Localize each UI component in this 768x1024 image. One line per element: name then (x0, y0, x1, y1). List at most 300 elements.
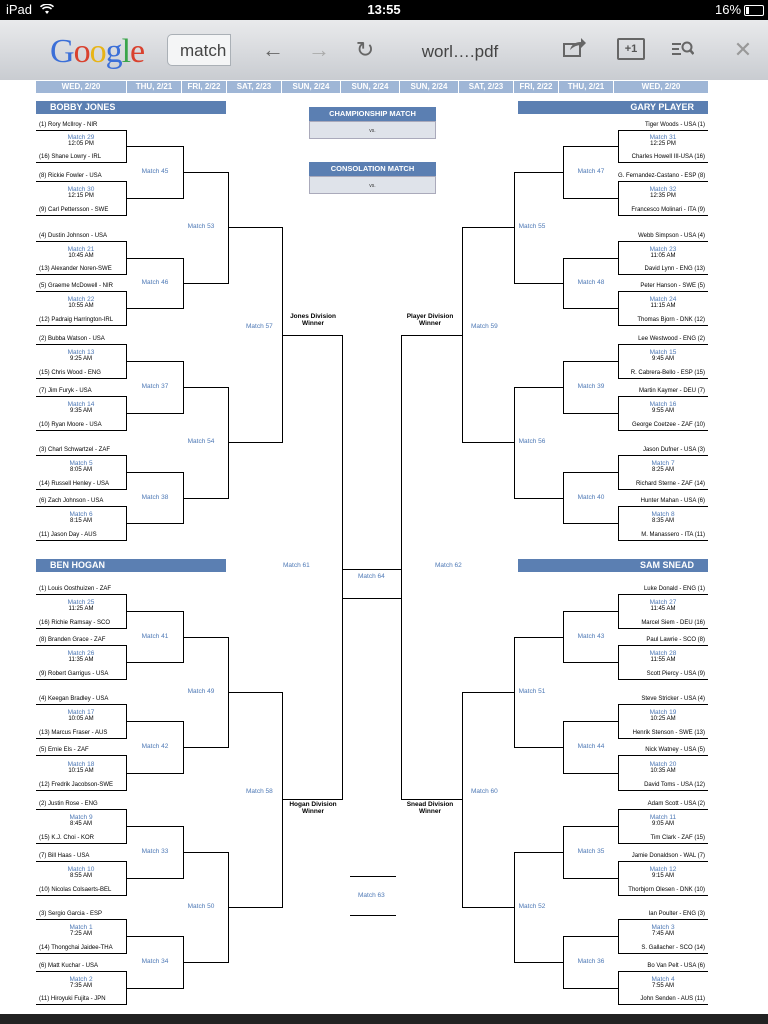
player-name: Steve Stricker - USA (4) (641, 696, 705, 702)
match-time: 9:25 AM (69, 356, 92, 362)
player-name: (5) Graeme McDowell - NIR (39, 283, 114, 289)
bracket-line (563, 936, 564, 989)
player-line (36, 809, 126, 810)
match-number: Match 14 (67, 401, 95, 408)
match-number: Match 24 (649, 296, 677, 303)
player-line (618, 704, 708, 705)
match-number: Match 22 (67, 296, 95, 303)
player-name: Thomas Bjorn - DNK (12) (637, 317, 705, 323)
bracket-line (563, 472, 618, 473)
player-name: Charles Howell III-USA (16) (631, 154, 705, 160)
date-cell: FRI, 2/22 (182, 81, 226, 93)
bracket-line (514, 852, 563, 853)
player-name: Ian Poulter - ENG (3) (648, 911, 705, 917)
date-cell: FRI, 2/22 (514, 81, 558, 93)
bracket-line (563, 308, 618, 309)
bracket-line (228, 692, 282, 693)
match-number: Match 36 (577, 957, 605, 965)
bracket-line (462, 907, 514, 908)
player-name: (4) Keegan Bradley - USA (39, 696, 109, 702)
snead-winner-label: Snead Division Winner (406, 801, 454, 815)
final-line (342, 569, 401, 570)
player-line (618, 919, 708, 920)
match-number: Match 19 (649, 709, 677, 716)
player-name: (8) Rickie Fowler - USA (39, 173, 102, 179)
player-winner-label: Player Division Winner (406, 313, 454, 327)
match-number: Match 43 (577, 632, 605, 640)
player-line (36, 895, 126, 896)
match-number: Match 25 (67, 599, 95, 606)
back-arrow-icon[interactable]: ← (262, 37, 284, 62)
player-line (36, 162, 126, 163)
match-number: Match 55 (518, 223, 546, 231)
match-time: 8:45 AM (69, 821, 92, 827)
player-line (36, 919, 126, 920)
clock: 13:55 (367, 2, 401, 17)
player-line (618, 679, 708, 680)
player-line (36, 843, 126, 844)
player-name: R. Cabrera-Bello - ESP (15) (630, 370, 705, 376)
match-time: 9:45 AM (651, 356, 674, 362)
match-60-label: Match 60 (471, 788, 498, 795)
match-time: 8:55 AM (69, 873, 92, 879)
bracket-line (228, 907, 282, 908)
bracket-line (183, 387, 228, 388)
match-time: 11:45 AM (650, 606, 676, 612)
match-number: Match 5 (69, 460, 93, 467)
player-name: Paul Lawrie - SCO (8) (646, 637, 705, 643)
match-time: 8:05 AM (69, 467, 92, 473)
bracket-line (563, 146, 618, 147)
player-line (618, 181, 708, 182)
match-63-label: Match 63 (358, 892, 385, 899)
match-time: 8:25 AM (651, 467, 674, 473)
forward-arrow-icon[interactable]: → (308, 37, 330, 62)
player-line (618, 843, 708, 844)
bracket-line (563, 146, 564, 199)
player-name: (13) Marcus Fraser - AUS (39, 730, 108, 736)
player-line (36, 755, 126, 756)
bracket-line (462, 442, 514, 443)
player-line (618, 274, 708, 275)
player-line (618, 489, 708, 490)
player-line (618, 971, 708, 972)
player-name: (12) Fredrik Jacobson-SWE (39, 782, 114, 788)
match-number: Match 38 (141, 493, 169, 501)
google-logo[interactable]: Google (50, 33, 145, 70)
match-time: 11:55 AM (650, 657, 676, 663)
match-time: 7:55 AM (651, 982, 674, 989)
player-name: (2) Bubba Watson - USA (39, 336, 105, 342)
player-line (36, 704, 126, 705)
match-time: 9:55 AM (651, 408, 674, 414)
match-number: Match 39 (577, 383, 605, 390)
match-time: 8:35 AM (651, 518, 674, 524)
region-header-tr: GARY PLAYER (518, 101, 708, 114)
match-time: 9:05 AM (651, 821, 674, 827)
player-name: (11) Hiroyuki Fujita - JPN (39, 996, 106, 1002)
bracket-line (563, 721, 564, 774)
consolation-box (309, 162, 436, 194)
player-name: Luke Donald - ENG (1) (643, 586, 705, 592)
match-time: 9:15 AM (651, 873, 674, 879)
player-line (36, 130, 126, 131)
bracket-line (183, 498, 228, 499)
search-input[interactable]: match (167, 34, 231, 66)
player-line (618, 162, 708, 163)
player-name: John Senden - AUS (11) (640, 996, 705, 1002)
match-number: Match 45 (141, 168, 169, 175)
player-line (36, 506, 126, 507)
bracket-line (126, 308, 183, 309)
player-name: (11) Jason Day - AUS (39, 532, 97, 538)
bracket-line (563, 826, 564, 879)
player-line (618, 755, 708, 756)
player-line (36, 325, 126, 326)
bracket-line (126, 472, 183, 473)
match-number: Match 28 (649, 650, 677, 657)
player-name: (16) Shane Lowry - IRL (39, 154, 102, 160)
match-number: Match 40 (577, 493, 605, 501)
player-name: Thorbjorn Olesen - DNK (10) (628, 887, 705, 893)
date-cell: THU, 2/21 (559, 81, 613, 93)
player-line (618, 790, 708, 791)
bracket-line (563, 662, 618, 663)
player-name: Adam Scott - USA (2) (647, 801, 705, 807)
bracket-line (183, 852, 228, 853)
player-name: Lee Westwood - ENG (2) (638, 336, 705, 342)
player-name: (12) Padraig Harrington-IRL (39, 317, 114, 323)
date-cell: SAT, 2/23 (227, 81, 281, 93)
match-time: 10:25 AM (650, 716, 676, 722)
semifinal-connector (401, 335, 402, 800)
player-name: Jason Dufner - USA (3) (642, 447, 705, 453)
player-name: (3) Charl Schwartzel - ZAF (39, 447, 111, 453)
player-line (36, 396, 126, 397)
match-number: Match 26 (67, 650, 95, 657)
player-name: (13) Alexander Noren-SWE (39, 266, 112, 272)
player-name: (6) Zach Johnson - USA (39, 498, 104, 504)
document-title: worl….pdf (421, 42, 499, 61)
player-name: G. Fernandez-Castano - ESP (8) (618, 173, 706, 179)
bracket-line (126, 936, 183, 937)
date-cell: SUN, 2/24 (282, 81, 340, 93)
match-number: Match 15 (649, 349, 677, 356)
bracket-line (183, 747, 228, 748)
player-name: Henrik Stenson - SWE (13) (632, 730, 705, 736)
player-name: Nick Watney - USA (5) (645, 747, 705, 753)
player-line (618, 325, 708, 326)
match-number: Match 23 (649, 245, 677, 253)
match-number: Match 10 (67, 866, 95, 873)
jones-winner-label: Jones Division Winner (290, 313, 336, 327)
match-number: Match 33 (141, 848, 169, 855)
match-time: 10:05 AM (68, 716, 94, 722)
bracket-line (514, 283, 563, 284)
player-line (36, 540, 126, 541)
player-name: (16) Richie Ramsay - SCO (39, 620, 111, 626)
division-winner-line (401, 799, 462, 800)
match-time: 7:35 AM (69, 982, 92, 989)
match-time: 10:35 AM (650, 767, 676, 774)
match-number: Match 47 (577, 168, 605, 175)
player-line (618, 861, 708, 862)
match-number: Match 4 (651, 975, 675, 983)
player-line (618, 215, 708, 216)
match-number: Match 42 (141, 742, 169, 750)
match-number: Match 3 (651, 924, 675, 931)
match-time: 7:45 AM (651, 931, 674, 937)
bracket-line (462, 227, 463, 443)
find-in-page-icon[interactable] (668, 36, 698, 64)
match-number: Match 18 (67, 760, 95, 768)
player-name: Martin Kaymer - DEU (7) (638, 388, 705, 394)
match-number: Match 32 (649, 186, 677, 193)
bracket-line (126, 258, 183, 259)
match-time: 11:05 AM (650, 252, 676, 259)
player-name: (7) Bill Haas - USA (39, 853, 90, 859)
bracket-line (514, 498, 563, 499)
bracket-line (126, 721, 183, 722)
player-name: Jamie Donaldson - WAL (7) (631, 853, 705, 859)
player-line (618, 628, 708, 629)
player-name: (10) Ryan Moore - USA (39, 422, 102, 428)
bracket-line (563, 611, 564, 663)
battery-percent: 16% (715, 2, 742, 17)
player-name: Tiger Woods - USA (1) (644, 122, 705, 128)
reload-icon[interactable]: ↻ (355, 37, 375, 62)
player-name: (15) Chris Wood - ENG (39, 370, 101, 376)
bracket-line (126, 773, 183, 774)
bracket-line (563, 198, 618, 199)
region-header-tl: BOBBY JONES (36, 101, 226, 114)
player-name: (15) K.J. Choi - KOR (39, 835, 95, 841)
player-name: Francesco Molinari - ITA (9) (631, 207, 705, 213)
match-time: 11:15 AM (650, 303, 676, 309)
player-line (618, 241, 708, 242)
bracket-line (183, 172, 228, 173)
player-line (36, 430, 126, 431)
player-line (36, 645, 126, 646)
player-name: (3) Sergio Garcia - ESP (39, 911, 103, 917)
player-name: (9) Robert Garrigus - USA (39, 671, 109, 677)
player-line (36, 274, 126, 275)
bracket-line (563, 361, 564, 414)
player-line (36, 241, 126, 242)
match-number: Match 46 (141, 278, 169, 286)
date-cell: SUN, 2/24 (341, 81, 399, 93)
player-name: (5) Ernie Els - ZAF (39, 747, 89, 753)
player-name: (7) Jim Furyk - USA (39, 388, 92, 394)
player-name: Webb Simpson - USA (4) (638, 233, 705, 239)
player-line (36, 971, 126, 972)
player-line (618, 130, 708, 131)
match-number: Match 1 (69, 924, 93, 931)
match-number: Match 51 (518, 687, 546, 695)
bracket-line (563, 611, 618, 612)
player-line (618, 594, 708, 595)
match-time: 10:15 AM (68, 767, 94, 774)
bracket-line (563, 826, 618, 827)
bracket-line (126, 826, 183, 827)
bracket-line (228, 442, 282, 443)
bracket-line (563, 258, 618, 259)
bracket-line (462, 692, 514, 693)
match-number: Match 6 (69, 511, 93, 518)
player-name: (14) Thongchai Jaidee-THA (39, 945, 113, 951)
match-number: Match 53 (187, 223, 215, 231)
bracket-line (126, 146, 183, 147)
player-line (36, 679, 126, 680)
player-line (618, 953, 708, 954)
region-header-bl: BEN HOGAN (36, 559, 226, 572)
player-line (36, 291, 126, 292)
player-line (36, 344, 126, 345)
player-line (36, 861, 126, 862)
match-number: Match 34 (141, 957, 169, 965)
match-number: Match 11 (649, 814, 677, 821)
bracket-line (514, 962, 563, 963)
player-name: (9) Carl Pettersson - SWE (39, 207, 109, 213)
player-name: Tim Clark - ZAF (15) (650, 835, 705, 841)
region-header-br: SAM SNEAD (518, 559, 708, 572)
division-winner-line (282, 335, 343, 336)
bracket-line (126, 611, 183, 612)
match-number: Match 17 (67, 709, 95, 716)
player-line (618, 738, 708, 739)
player-line (618, 430, 708, 431)
match-number: Match 16 (649, 401, 677, 408)
player-line (36, 738, 126, 739)
share-icon[interactable] (560, 36, 590, 64)
match-number: Match 54 (187, 438, 215, 446)
status-bar (0, 0, 768, 20)
player-line (618, 396, 708, 397)
bracket-line (462, 227, 514, 228)
match-time: 12:15 PM (68, 193, 94, 199)
player-line (36, 181, 126, 182)
match-number: Match 35 (577, 848, 605, 855)
match-time: 8:15 AM (69, 518, 92, 524)
match-64-label: Match 64 (358, 573, 385, 580)
championship-box (309, 107, 436, 139)
match-number: Match 13 (67, 349, 95, 356)
championship-vs: vs. (309, 121, 436, 139)
close-icon[interactable]: ✕ (733, 37, 753, 62)
bracket-line (563, 773, 618, 774)
bracket-line (563, 721, 618, 722)
bracket-line (126, 878, 183, 879)
championship-title: CHAMPIONSHIP MATCH (309, 107, 436, 121)
match-number: Match 9 (69, 814, 93, 821)
bracket-line (126, 198, 183, 199)
date-cell: SAT, 2/23 (459, 81, 513, 93)
date-cell: WED, 2/20 (36, 81, 126, 93)
match-number: Match 21 (67, 245, 95, 253)
player-name: David Toms - USA (12) (644, 782, 705, 788)
match-number: Match 37 (141, 383, 169, 390)
player-name: M. Manassero - ITA (11) (641, 532, 705, 538)
player-name: (8) Branden Grace - ZAF (39, 637, 106, 643)
match-number: Match 30 (67, 186, 95, 193)
match-number: Match 29 (67, 134, 95, 141)
consolation-line (350, 876, 396, 877)
bracket-line (126, 988, 183, 989)
player-name: (10) Nicolas Colsaerts-BEL (39, 887, 112, 893)
bracket-line (126, 413, 183, 414)
match-time: 10:55 AM (68, 303, 94, 309)
bracket-line (514, 387, 563, 388)
player-name: Scott Piercy - USA (9) (646, 671, 705, 677)
player-name: (6) Matt Kuchar - USA (39, 963, 99, 969)
player-name: Peter Hanson - SWE (5) (640, 283, 705, 289)
match-time: 12:35 PM (650, 193, 676, 199)
bracket-line (563, 413, 618, 414)
bracket-line (563, 936, 618, 937)
bracket-line (462, 692, 463, 908)
player-line (618, 809, 708, 810)
player-line (618, 378, 708, 379)
player-name: (1) Rory McIlroy - NIR (39, 122, 98, 128)
player-name: David Lynn - ENG (13) (644, 266, 705, 272)
player-line (36, 790, 126, 791)
match-number: Match 48 (577, 278, 605, 286)
match-number: Match 12 (649, 866, 677, 873)
bottom-edge (0, 1014, 768, 1024)
player-name: Hunter Mahan - USA (6) (640, 498, 705, 504)
date-cell: THU, 2/21 (127, 81, 181, 93)
final-line (342, 598, 401, 599)
player-line (618, 645, 708, 646)
match-number: Match 44 (577, 742, 605, 750)
match-time: 12:05 PM (68, 141, 94, 147)
match-time: 11:35 AM (68, 657, 94, 663)
player-name: (1) Louis Oosthuizen - ZAF (39, 586, 112, 592)
player-line (36, 953, 126, 954)
pdf-page (0, 80, 768, 1024)
bracket-line (183, 283, 228, 284)
bracket-line (563, 258, 564, 310)
player-line (36, 594, 126, 595)
player-name: (14) Russell Henley - USA (39, 481, 110, 487)
match-number: Match 56 (518, 438, 546, 446)
match-time: 9:35 AM (69, 408, 92, 414)
bracket-line (563, 472, 564, 524)
match-time: 10:45 AM (68, 252, 94, 259)
bracket-line (183, 637, 228, 638)
match-time: 7:25 AM (69, 931, 92, 937)
consolation-title: CONSOLATION MATCH (309, 162, 436, 176)
match-number: Match 27 (649, 599, 677, 606)
date-cell: WED, 2/20 (614, 81, 708, 93)
hogan-winner-label: Hogan Division Winner (289, 801, 337, 815)
player-name: (4) Dustin Johnson - USA (39, 233, 108, 239)
player-name: (2) Justin Rose - ENG (39, 801, 98, 807)
match-59-label: Match 59 (471, 323, 498, 330)
match-number: Match 31 (649, 134, 677, 141)
division-winner-line (401, 335, 462, 336)
plus-one-button[interactable]: +1 (617, 38, 645, 60)
player-line (618, 291, 708, 292)
match-number: Match 20 (649, 760, 677, 768)
battery-icon (744, 5, 764, 16)
match-number: Match 52 (518, 902, 546, 910)
player-line (36, 489, 126, 490)
match-61-label: Match 61 (283, 562, 310, 569)
match-number: Match 8 (651, 511, 675, 518)
bracket-line (183, 962, 228, 963)
bracket-line (514, 637, 563, 638)
